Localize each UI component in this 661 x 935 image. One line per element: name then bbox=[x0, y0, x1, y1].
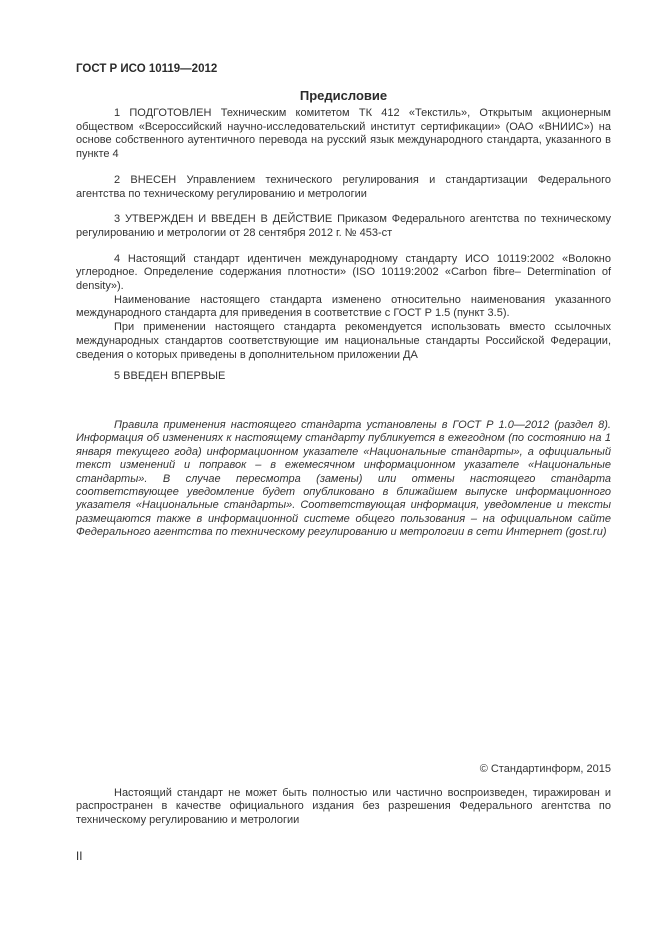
foreword-item-4-note-1: Наименование настоящего стандарта изменено относительно наименования указанного международного стандарта для приведения в соответствие с ГОСТ Р 1.5 (пункт 3.5). bbox=[76, 293, 611, 320]
foreword-item-3: 3 УТВЕРЖДЕН И ВВЕДЕН В ДЕЙСТВИЕ Приказом Федерального агентства по техническому регулированию и метрологии от 28 сентября 2012 г. № 453-ст bbox=[76, 213, 611, 239]
foreword-item-2: 2 ВНЕСЕН Управлением технического регулирования и стандартизации Федерального агентства по техническому регулированию и метрологии bbox=[76, 173, 611, 200]
page-number: II bbox=[76, 850, 83, 863]
page-title: Предисловие bbox=[299, 88, 388, 103]
application-rules-note: Правила применения настоящего стандарта установлены в ГОСТ Р 1.0—2012 (раздел 8). Информация об изменениях к настоящему стандарту публикуется в ежегодном (по состоянию на 1 января текущего года) информационном указателе «Национальные стандарты», а официальный текст изменений и поправок – в ежемесячном информационном указателе «Национальные стандарты». В случае пересмотра (замены) или отмены настоящего стандарта соответствующее уведомление будет опубликовано в ближайшем выпуске информационного указателя «Национальные стандарты». Соответствующая информация, уведомление и тексты размещаются также в информационной системе общего пользования – на официальном сайте Федерального агентства по техническому регулированию и метрологии в сети Интернет (gost.ru) bbox=[76, 418, 611, 539]
foreword-item-5: 5 ВВЕДЕН ВПЕРВЫЕ bbox=[114, 370, 226, 383]
foreword-item-4-note-2: При применении настоящего стандарта рекомендуется использовать вместо ссылочных международных стандартов соответствующие им национальные стандарты Российской Федерации, сведения о которых приведены в дополнительном приложении ДА bbox=[76, 321, 611, 361]
foreword-item-4: 4 Настоящий стандарт идентичен международному стандарту ИСО 10119:2002 «Волокно углеродное. Определение содержания плотности» (ISO 10119:2002 «Carbon fibre– Determination of density»). bbox=[76, 252, 611, 293]
reproduction-restriction-note: Настоящий стандарт не может быть полностью или частично воспроизведен, тиражирован и распространен в качестве официального издания без разрешения Федерального агентства по техническому регулированию и метрологии bbox=[76, 786, 611, 827]
foreword-item-1: 1 ПОДГОТОВЛЕН Техническим комитетом ТК 412 «Текстиль», Открытым акционерным обществом «Всероссийский научно-исследовательский институт сертификации» (ОАО «ВНИИС») на основе собственного аутентичного перевода на русский язык международного стандарта, указанного в пункте 4 bbox=[76, 107, 611, 161]
copyright-line: © Стандартинформ, 2015 bbox=[479, 762, 611, 775]
standard-designation: ГОСТ Р ИСО 10119—2012 bbox=[76, 63, 218, 75]
foreword-section bbox=[76, 107, 611, 384]
